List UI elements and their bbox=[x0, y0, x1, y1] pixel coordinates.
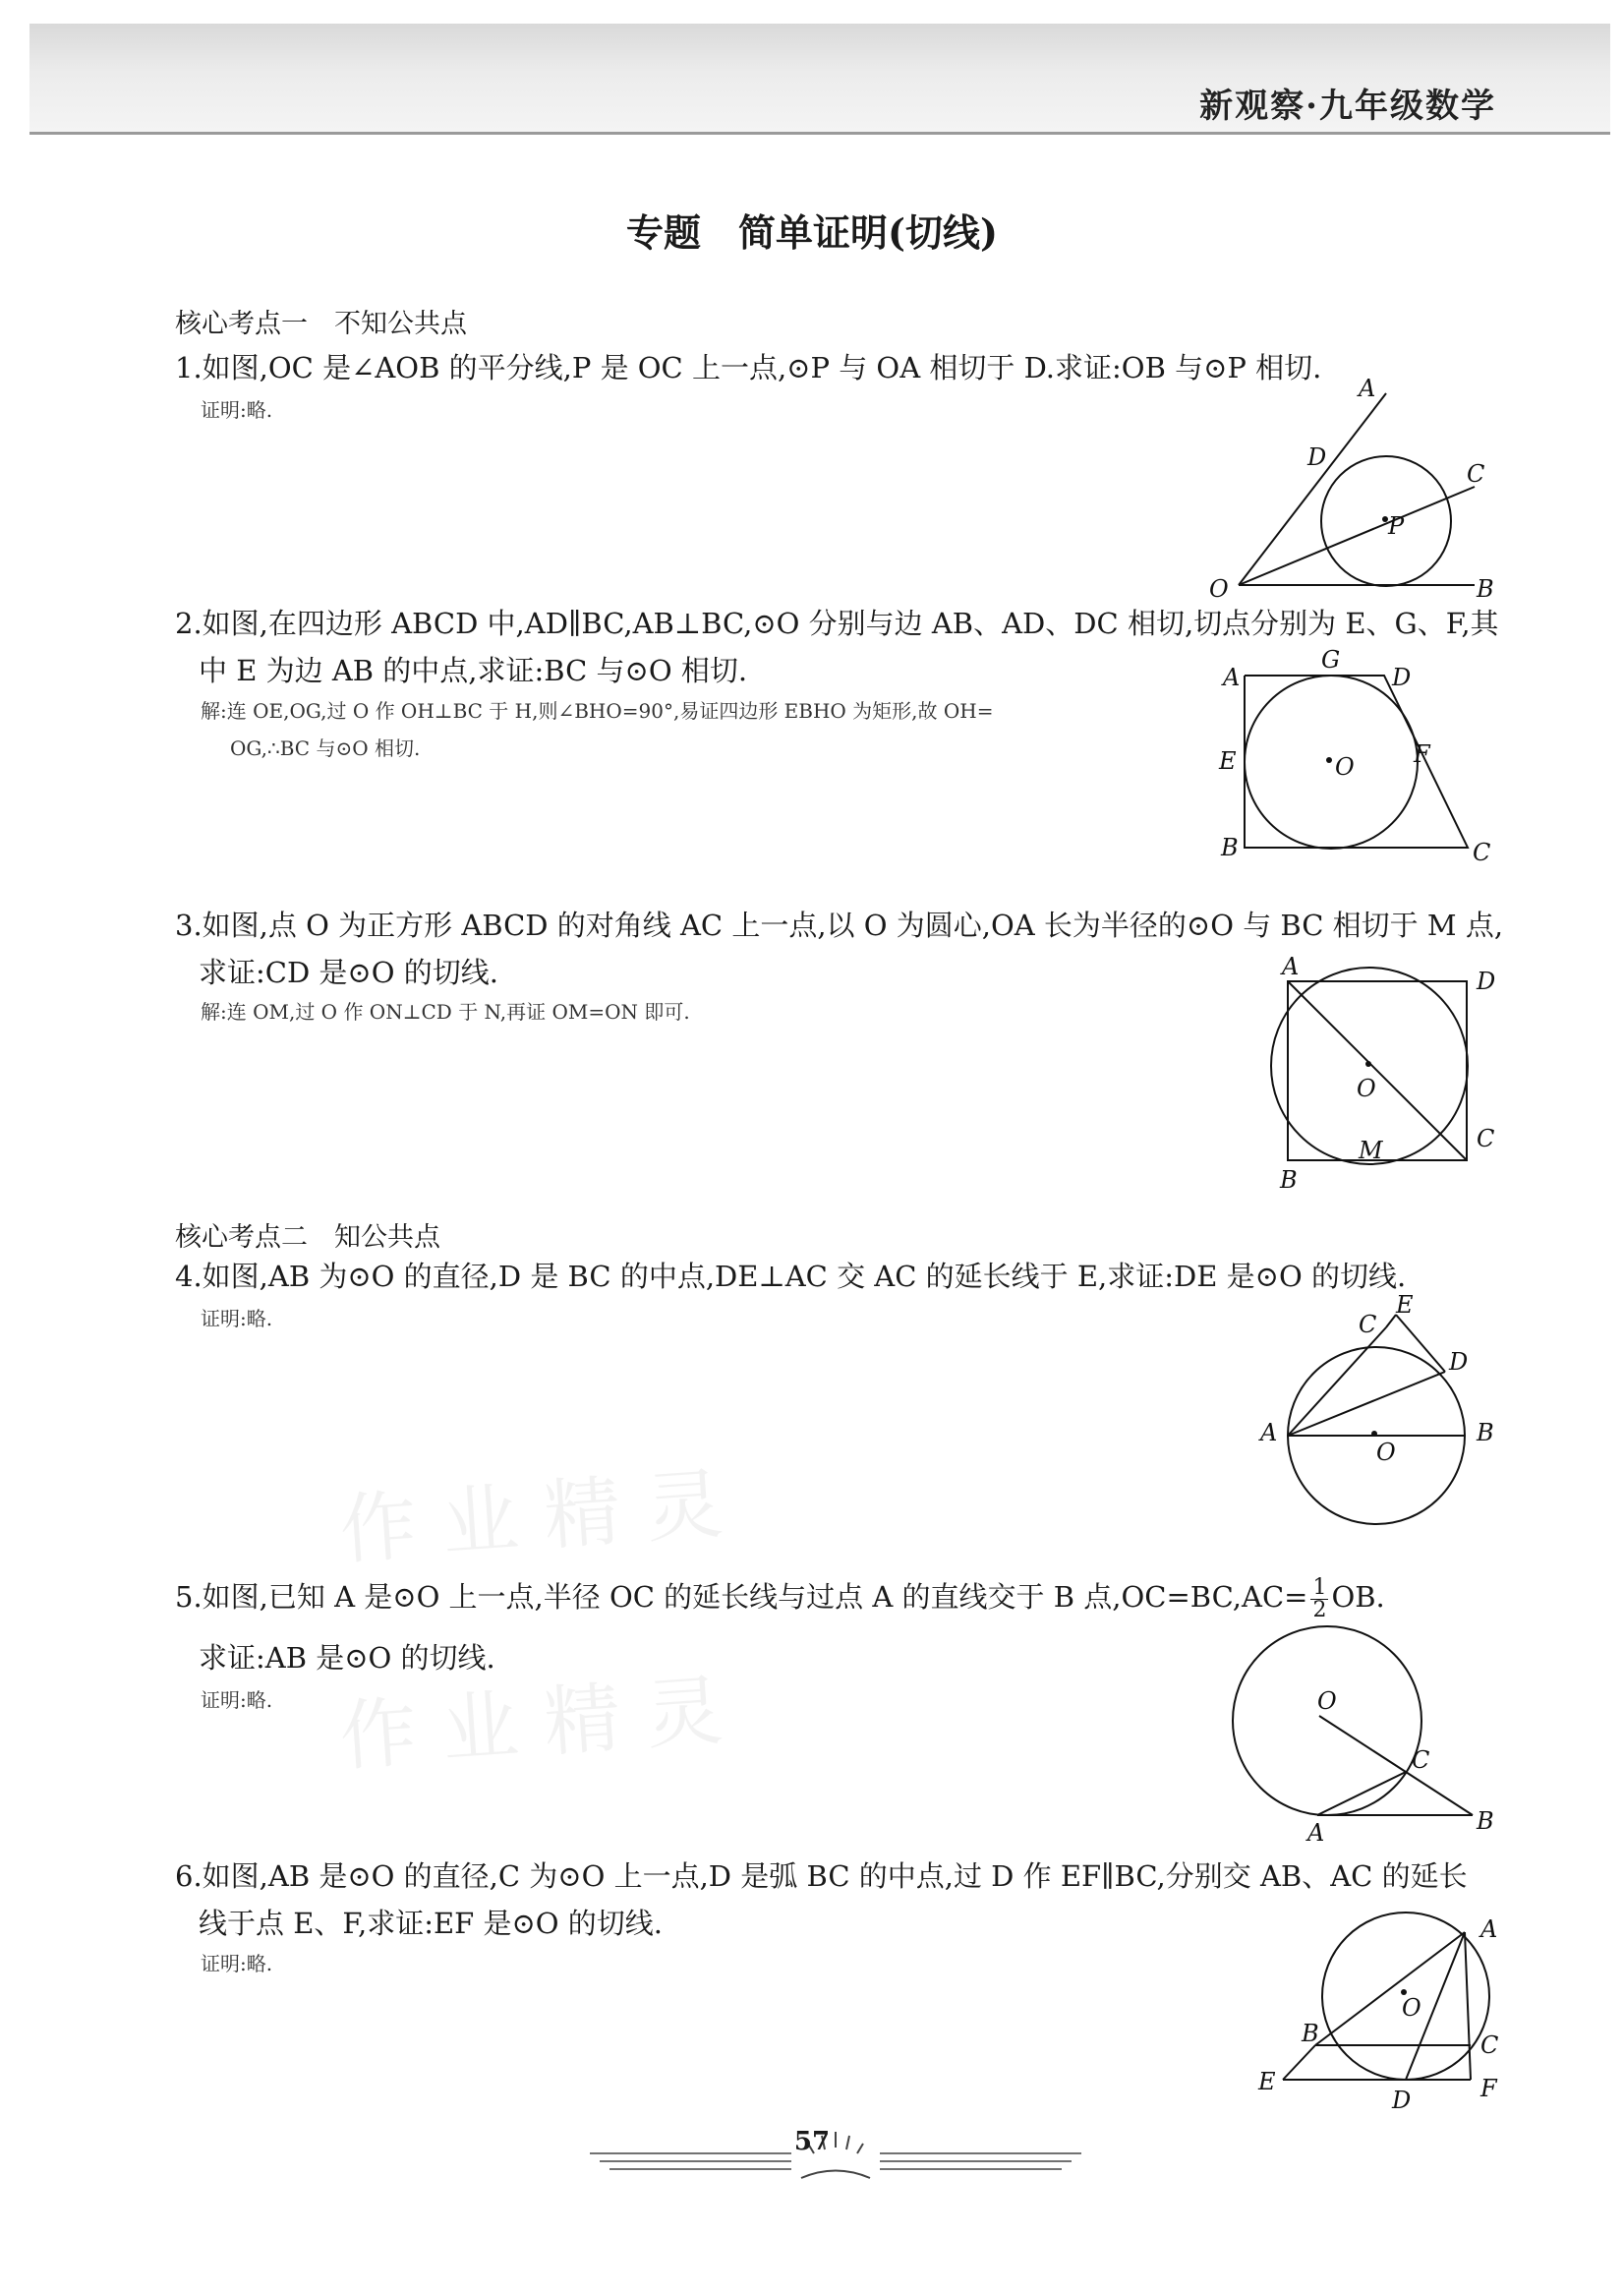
fig5-label-C: C bbox=[1412, 1746, 1430, 1774]
fig5-label-A: A bbox=[1307, 1819, 1325, 1847]
fig2-label-B: B bbox=[1221, 834, 1239, 861]
fig1-label-A: A bbox=[1359, 375, 1376, 402]
question-1-text: 1.如图,OC 是∠AOB 的平分线,P 是 OC 上一点,⊙P 与 OA 相切于 D.求证:OB 与⊙P 相切. bbox=[175, 351, 1322, 384]
question-2-line-1: 2.如图,在四边形 ABCD 中,AD∥BC,AB⊥BC,⊙O 分别与边 AB、AD、DC 相切,切点分别为 E、G、F,其 bbox=[175, 607, 1499, 640]
fig4-label-C: C bbox=[1359, 1311, 1377, 1338]
fig4-label-O: O bbox=[1376, 1439, 1396, 1466]
fig3-label-A: A bbox=[1282, 953, 1300, 980]
page-title: 专题 简单证明(切线) bbox=[626, 210, 998, 255]
watermark-2: 作业精灵 bbox=[336, 1665, 752, 1783]
figure-2 bbox=[1209, 644, 1504, 870]
fig6-label-E: E bbox=[1258, 2068, 1276, 2095]
fig6-label-F: F bbox=[1480, 2075, 1497, 2102]
fig4-label-A: A bbox=[1260, 1419, 1278, 1446]
fig4-label-B: B bbox=[1477, 1419, 1494, 1446]
answer-5 bbox=[201, 1681, 272, 1719]
question-6-line-1: 6.如图,AB 是⊙O 的直径,C 为⊙O 上一点,D 是弧 BC 的中点,过 D 作 EF∥BC,分别交 AB、AC 的延长 bbox=[175, 1859, 1468, 1893]
answer-3-line: 解:连 OM,过 O 作 ON⊥CD 于 N,再证 OM=ON 即可. bbox=[201, 1000, 690, 1024]
fig6-label-B: B bbox=[1302, 2020, 1319, 2047]
answer-4-line: 证明:略. bbox=[201, 1307, 273, 1330]
answer-1-line: 证明:略. bbox=[201, 398, 273, 422]
answer-1 bbox=[201, 391, 272, 429]
fig3-label-B: B bbox=[1280, 1166, 1298, 1194]
watermark-1: 作业精灵 bbox=[336, 1458, 752, 1576]
question-5-line-2: 求证:AB 是⊙O 的切线. bbox=[199, 1641, 495, 1675]
header-rule bbox=[29, 132, 1610, 135]
answer-3 bbox=[201, 993, 690, 1030]
fig3-label-M: M bbox=[1359, 1137, 1383, 1164]
question-5 bbox=[175, 1573, 1385, 1621]
figure-6 bbox=[1258, 1908, 1514, 2124]
answer-2 bbox=[201, 692, 993, 767]
answer-6 bbox=[201, 1945, 272, 1982]
fig3-label-D: D bbox=[1477, 968, 1496, 995]
fig2-label-D: D bbox=[1392, 664, 1412, 691]
answer-2-line-2: OG,∴BC 与⊙O 相切. bbox=[230, 736, 421, 760]
fig3-label-O: O bbox=[1357, 1075, 1376, 1102]
fig2-label-F: F bbox=[1414, 740, 1430, 768]
question-1 bbox=[175, 344, 1321, 391]
fig2-label-A: A bbox=[1223, 664, 1241, 691]
fig1-label-P: P bbox=[1388, 512, 1405, 540]
fig6-label-O: O bbox=[1402, 1994, 1421, 2022]
fraction-denominator: 2 bbox=[1312, 1597, 1327, 1622]
page-number: 57 bbox=[793, 2127, 831, 2156]
section-heading-2: 核心考点二 知公共点 bbox=[175, 1222, 440, 1253]
figure-5 bbox=[1219, 1622, 1514, 1849]
question-4-text: 4.如图,AB 为⊙O 的直径,D 是 BC 的中点,DE⊥AC 交 AC 的延长线于 E,求证:DE 是⊙O 的切线. bbox=[175, 1260, 1407, 1293]
figure-3 bbox=[1258, 953, 1524, 1194]
fig1-label-B: B bbox=[1477, 575, 1494, 603]
question-3-line-1: 3.如图,点 O 为正方形 ABCD 的对角线 AC 上一点,以 O 为圆心,OA 长为半径的⊙O 与 BC 相切于 M 点, bbox=[175, 909, 1504, 942]
fig1-label-C: C bbox=[1467, 460, 1485, 488]
answer-5-line: 证明:略. bbox=[201, 1688, 273, 1712]
answer-4 bbox=[201, 1300, 272, 1337]
question-5-line-1: 5.如图,已知 A 是⊙O 上一点,半径 OC 的延长线与过点 A 的直线交于 B 点,OC=BC,AC= bbox=[175, 1580, 1308, 1614]
figure-1 bbox=[1209, 375, 1534, 605]
fig4-label-D: D bbox=[1449, 1348, 1469, 1376]
fig4-label-E: E bbox=[1396, 1291, 1414, 1319]
question-5-line-1-tail: OB. bbox=[1331, 1580, 1385, 1614]
fig1-label-D: D bbox=[1307, 443, 1327, 471]
answer-2-line-1: 解:连 OE,OG,过 O 作 OH⊥BC 于 H,则∠BHO=90°,易证四边形 EBHO 为矩形,故 OH= bbox=[201, 699, 994, 723]
section-heading-1: 核心考点一 不知公共点 bbox=[175, 309, 467, 339]
fig1-label-O: O bbox=[1209, 575, 1229, 603]
fig3-label-C: C bbox=[1477, 1125, 1495, 1152]
header-title: 新观察·九年级数学 bbox=[1199, 87, 1496, 126]
fig2-label-G: G bbox=[1321, 646, 1341, 674]
question-2-line-2: 中 E 为边 AB 的中点,求证:BC 与⊙O 相切. bbox=[199, 654, 748, 687]
figure-4 bbox=[1248, 1293, 1514, 1524]
fig6-label-A: A bbox=[1480, 1915, 1498, 1943]
question-3-line-2: 求证:CD 是⊙O 的切线. bbox=[199, 956, 498, 989]
fig2-label-O: O bbox=[1335, 753, 1355, 781]
fig2-label-E: E bbox=[1219, 747, 1237, 775]
fig6-label-C: C bbox=[1480, 2031, 1499, 2059]
fig5-label-O: O bbox=[1317, 1687, 1337, 1715]
question-4 bbox=[175, 1253, 1406, 1300]
question-5-fraction bbox=[1310, 1574, 1328, 1622]
answer-6-line: 证明:略. bbox=[201, 1952, 273, 1975]
fig5-label-B: B bbox=[1477, 1807, 1494, 1835]
question-6-line-2: 线于点 E、F,求证:EF 是⊙O 的切线. bbox=[199, 1907, 664, 1940]
fig2-label-C: C bbox=[1473, 839, 1491, 866]
fraction-numerator: 1 bbox=[1312, 1574, 1327, 1600]
fig6-label-D: D bbox=[1392, 2087, 1412, 2114]
